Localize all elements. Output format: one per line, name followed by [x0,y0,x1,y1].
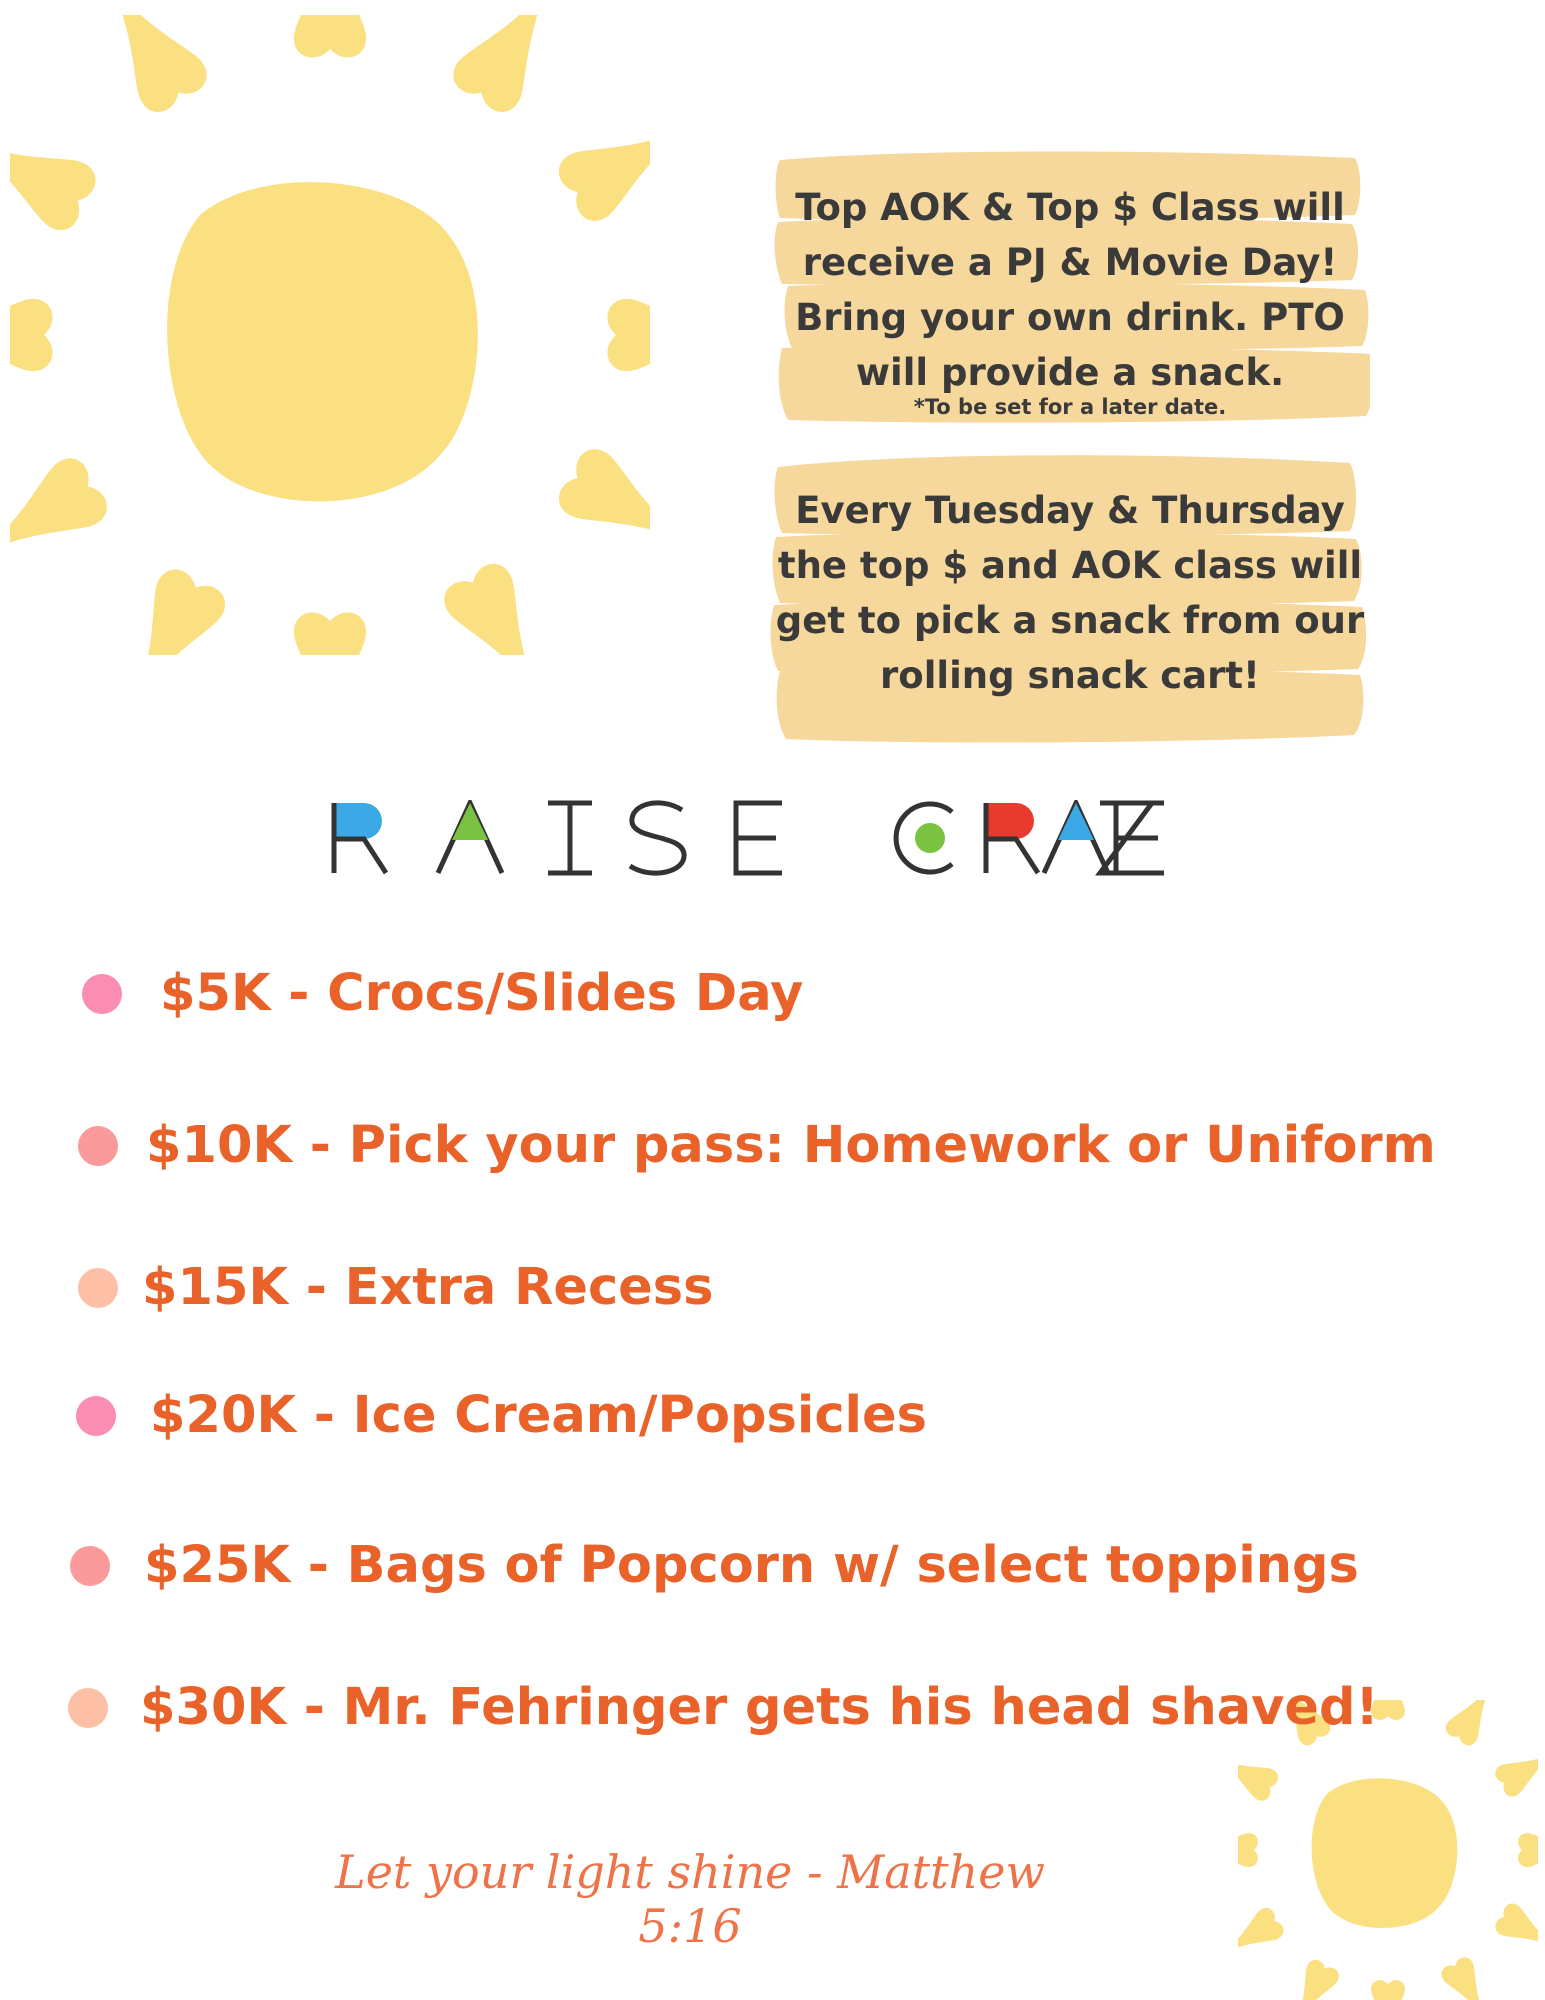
snack-cart-callout [770,445,1370,750]
sun-ray [294,612,366,655]
prize-label: $15K - Extra Recess [142,1258,714,1317]
list-item [82,964,803,1023]
bullet-dot [82,974,122,1014]
sun-ray [1438,1954,1499,2000]
sun-ray [437,557,567,655]
raise-craze-logo-letter [1110,800,1170,876]
sun-ray [105,563,232,655]
sun-ray [81,15,214,119]
sun-ray [294,15,366,58]
prize-label: $30K - Mr. Fehringer gets his head shaved! [140,1678,1379,1737]
sun-ray [1492,1900,1538,1961]
pj-movie-day-text [770,140,1370,420]
callout-line: Bring your own drink. PTO [795,296,1345,339]
prize-label: $25K - Bags of Popcorn w/ select toppings [144,1536,1359,1595]
sun-ray [1371,1980,1405,2000]
sun-ray [1518,1833,1538,1867]
sun-ray [1282,1957,1341,2000]
sun-ray [607,299,650,371]
sun-ray [1443,1700,1505,1749]
raise-craze-logo [330,800,1170,876]
list-item [68,1678,1379,1737]
pj-movie-day-callout [770,140,1370,440]
bullet-dot [68,1688,108,1728]
sun-ray [10,451,114,584]
list-item [76,1386,927,1445]
bible-verse-quote: Let your light shine - Matthew 5:16 [335,1845,1045,1953]
callout-line: Every Tuesday & Thursday [795,489,1345,532]
callout-line: Top AOK & Top $ Class will [795,186,1345,229]
prize-label: $5K - Crocs/Slides Day [160,964,804,1023]
sun-ray [446,15,579,119]
snack-cart-text [770,445,1370,703]
list-item [78,1116,1436,1175]
callout-line: get to pick a snack from our [775,599,1365,642]
sun-ray [1238,1744,1281,1803]
sun-ray [552,98,650,228]
bullet-dot [78,1268,118,1308]
callout-line: rolling snack cart! [880,654,1260,697]
bullet-dot [76,1396,116,1436]
prize-label: $20K - Ice Cream/Popsicles [150,1386,927,1445]
callout-note: *To be set for a later date. [913,395,1227,419]
sun-ray [10,299,53,371]
sun-ray [10,110,102,237]
callout-line: will provide a snack. [855,351,1285,394]
sun-ray [1492,1739,1538,1800]
list-item [70,1536,1359,1595]
sun-ray [552,442,650,572]
bullet-dot [78,1126,118,1166]
list-item [78,1258,713,1317]
sun-ray [1271,1700,1333,1749]
sun-ray [1238,1905,1287,1967]
sun-ray [1371,1700,1405,1720]
callout-line: the top $ and AOK class will [777,544,1363,587]
prize-label: $10K - Pick your pass: Homework or Uniform [146,1116,1436,1175]
sun-small-icon [1238,1700,1538,2000]
sun-large-icon [10,15,650,655]
sun-ray [1238,1833,1258,1867]
callout-line: receive a PJ & Movie Day! [802,241,1338,284]
bullet-dot [70,1546,110,1586]
